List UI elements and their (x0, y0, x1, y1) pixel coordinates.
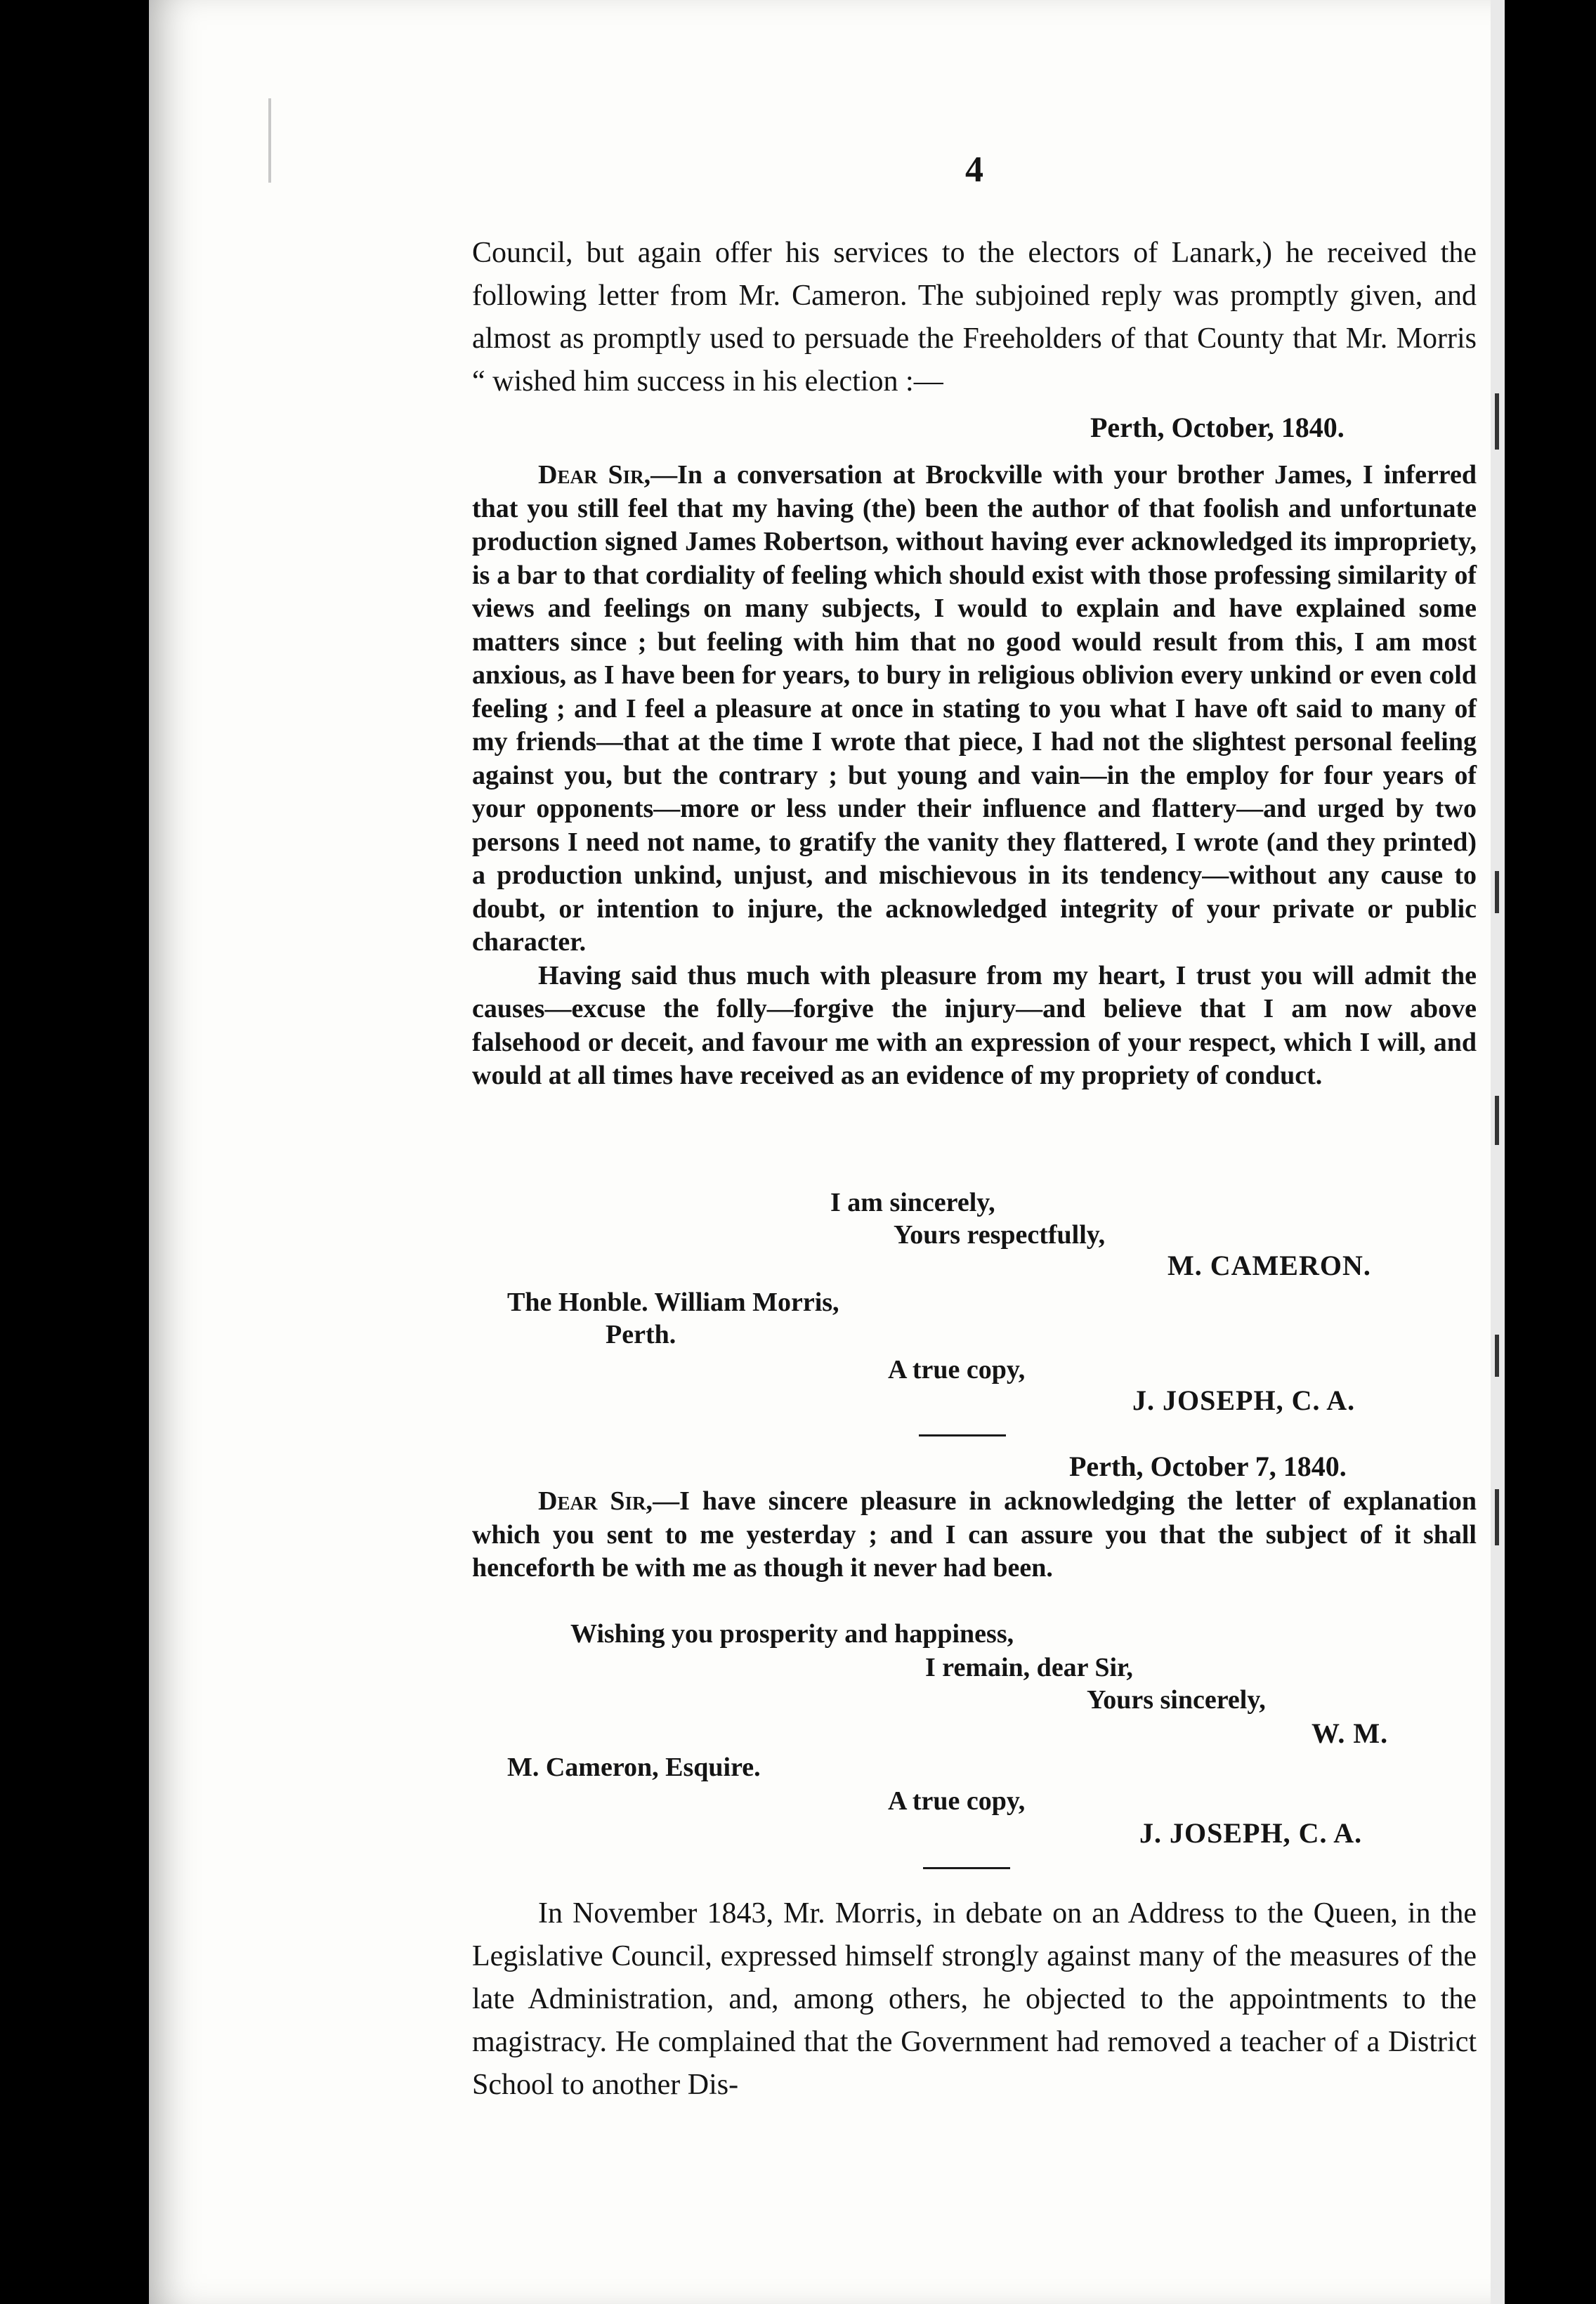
next-page-edge (1491, 0, 1505, 2304)
letter2-signature: W. M. (1312, 1717, 1389, 1749)
letter2-close1: I remain, dear Sir, (925, 1653, 1133, 1682)
letter1-body (472, 459, 1477, 1093)
letter1-true-copy: A true copy, (888, 1355, 1026, 1385)
letter1-attest: J. JOSEPH, C. A. (1132, 1385, 1356, 1416)
intro-text: Council, but again offer his services to the electors of Lanark,) he received the following letter from Mr. Cameron. The subjoined reply was promptly given, and almost as promptly used to persuade the Freeholders of that County that Mr. Morris “ wished him success in his election :— (472, 237, 1477, 398)
closing-text: In November 1843, Mr. Morris, in debate on an Address to the Queen, in the Legislative Council, expressed himself strongly against many of the measures of the late Administration, and, among others, he objected to the appointments to the magistracy. He complained that the Government had removed a teacher of a District School to another Dis- (472, 1897, 1477, 2101)
edge-mark (1495, 1335, 1499, 1377)
letter2-addressee: M. Cameron, Esquire. (507, 1753, 761, 1782)
letter2-dateline: Perth, October 7, 1840. (1069, 1451, 1347, 1482)
letter1-para2: Having said thus much with pleasure from my heart, I trust you will admit the causes—excuse the folly—forgive the injury—and believe that I am now above falsehood or deceit, and favour me with an expression of your respect, which I will, and would at all times have received as an evidence of my propriety of conduct. (472, 960, 1477, 1090)
letter2-close2: Yours sincerely, (1087, 1685, 1266, 1715)
letter2-wishing: Wishing you prosperity and happiness, (570, 1619, 1014, 1649)
letter2-para1 (472, 1485, 1477, 1585)
letter1-salutation: Dear Sir, (538, 460, 651, 490)
page-number: 4 (965, 150, 983, 190)
letter2-attest: J. JOSEPH, C. A. (1139, 1817, 1363, 1849)
edge-mark (1495, 393, 1499, 450)
letter2-salutation: Dear Sir, (538, 1486, 653, 1516)
letter2-para1-text: —I have sincere pleasure in acknowledging the letter of explanation which you sent to me yesterday ; and I can assure you that the subject of it shall henceforth be with me as though it never had been. (472, 1486, 1477, 1583)
divider-rule (923, 1867, 1010, 1869)
letter1-para1 (472, 459, 1477, 960)
document-page (149, 0, 1491, 2304)
edge-mark (1495, 871, 1499, 913)
letter2-true-copy: A true copy, (888, 1786, 1026, 1816)
divider-rule (919, 1434, 1006, 1436)
letter1-para1-text: —In a conversation at Brockville with your brother James, I inferred that you still feel that my having (the) been the author of that foolish and unfortunate production signed James Robertson, without having ever acknowledged its impropriety, is a bar to that cordiality of feeling which should exist with those professing similarity of views and feelings on many subjects, I would to explain and have explained some matters since ; but feeling with him that no good would result from this, I am most anxious, as I have been for years, to bury in religious oblivion every unkind or even cold feeling ; and I feel a pleasure at once in stating to you what I have oft said to many of my friends—that at the time I wrote that piece, I had not the slightest personal feeling against you, but the contrary ; but young and vain—in the employ for four years of your opponents—more or less under their influence and flattery—and urged by two persons I need not name, to gratify the vanity they flattered, I wrote (and they printed) a production unkind, unjust, and mischievous in its tendency—without any cause to doubt, or intention to injure, the acknowledged integrity of your private or public character. (472, 460, 1477, 957)
edge-mark (1495, 1096, 1499, 1145)
letter1-signature: M. CAMERON. (1167, 1250, 1371, 1281)
gutter-mark (268, 98, 271, 183)
letter2-body (472, 1485, 1477, 1585)
intro-paragraph (472, 232, 1477, 403)
letter1-close2: Yours respectfully, (894, 1220, 1106, 1250)
letter1-addressee1: The Honble. William Morris, (507, 1288, 839, 1317)
letter1-dateline: Perth, October, 1840. (1090, 412, 1345, 443)
edge-mark (1495, 1489, 1499, 1545)
letter1-close1: I am sincerely, (830, 1188, 995, 1217)
closing-paragraph (472, 1892, 1477, 2107)
letter1-addressee2: Perth. (606, 1320, 676, 1349)
